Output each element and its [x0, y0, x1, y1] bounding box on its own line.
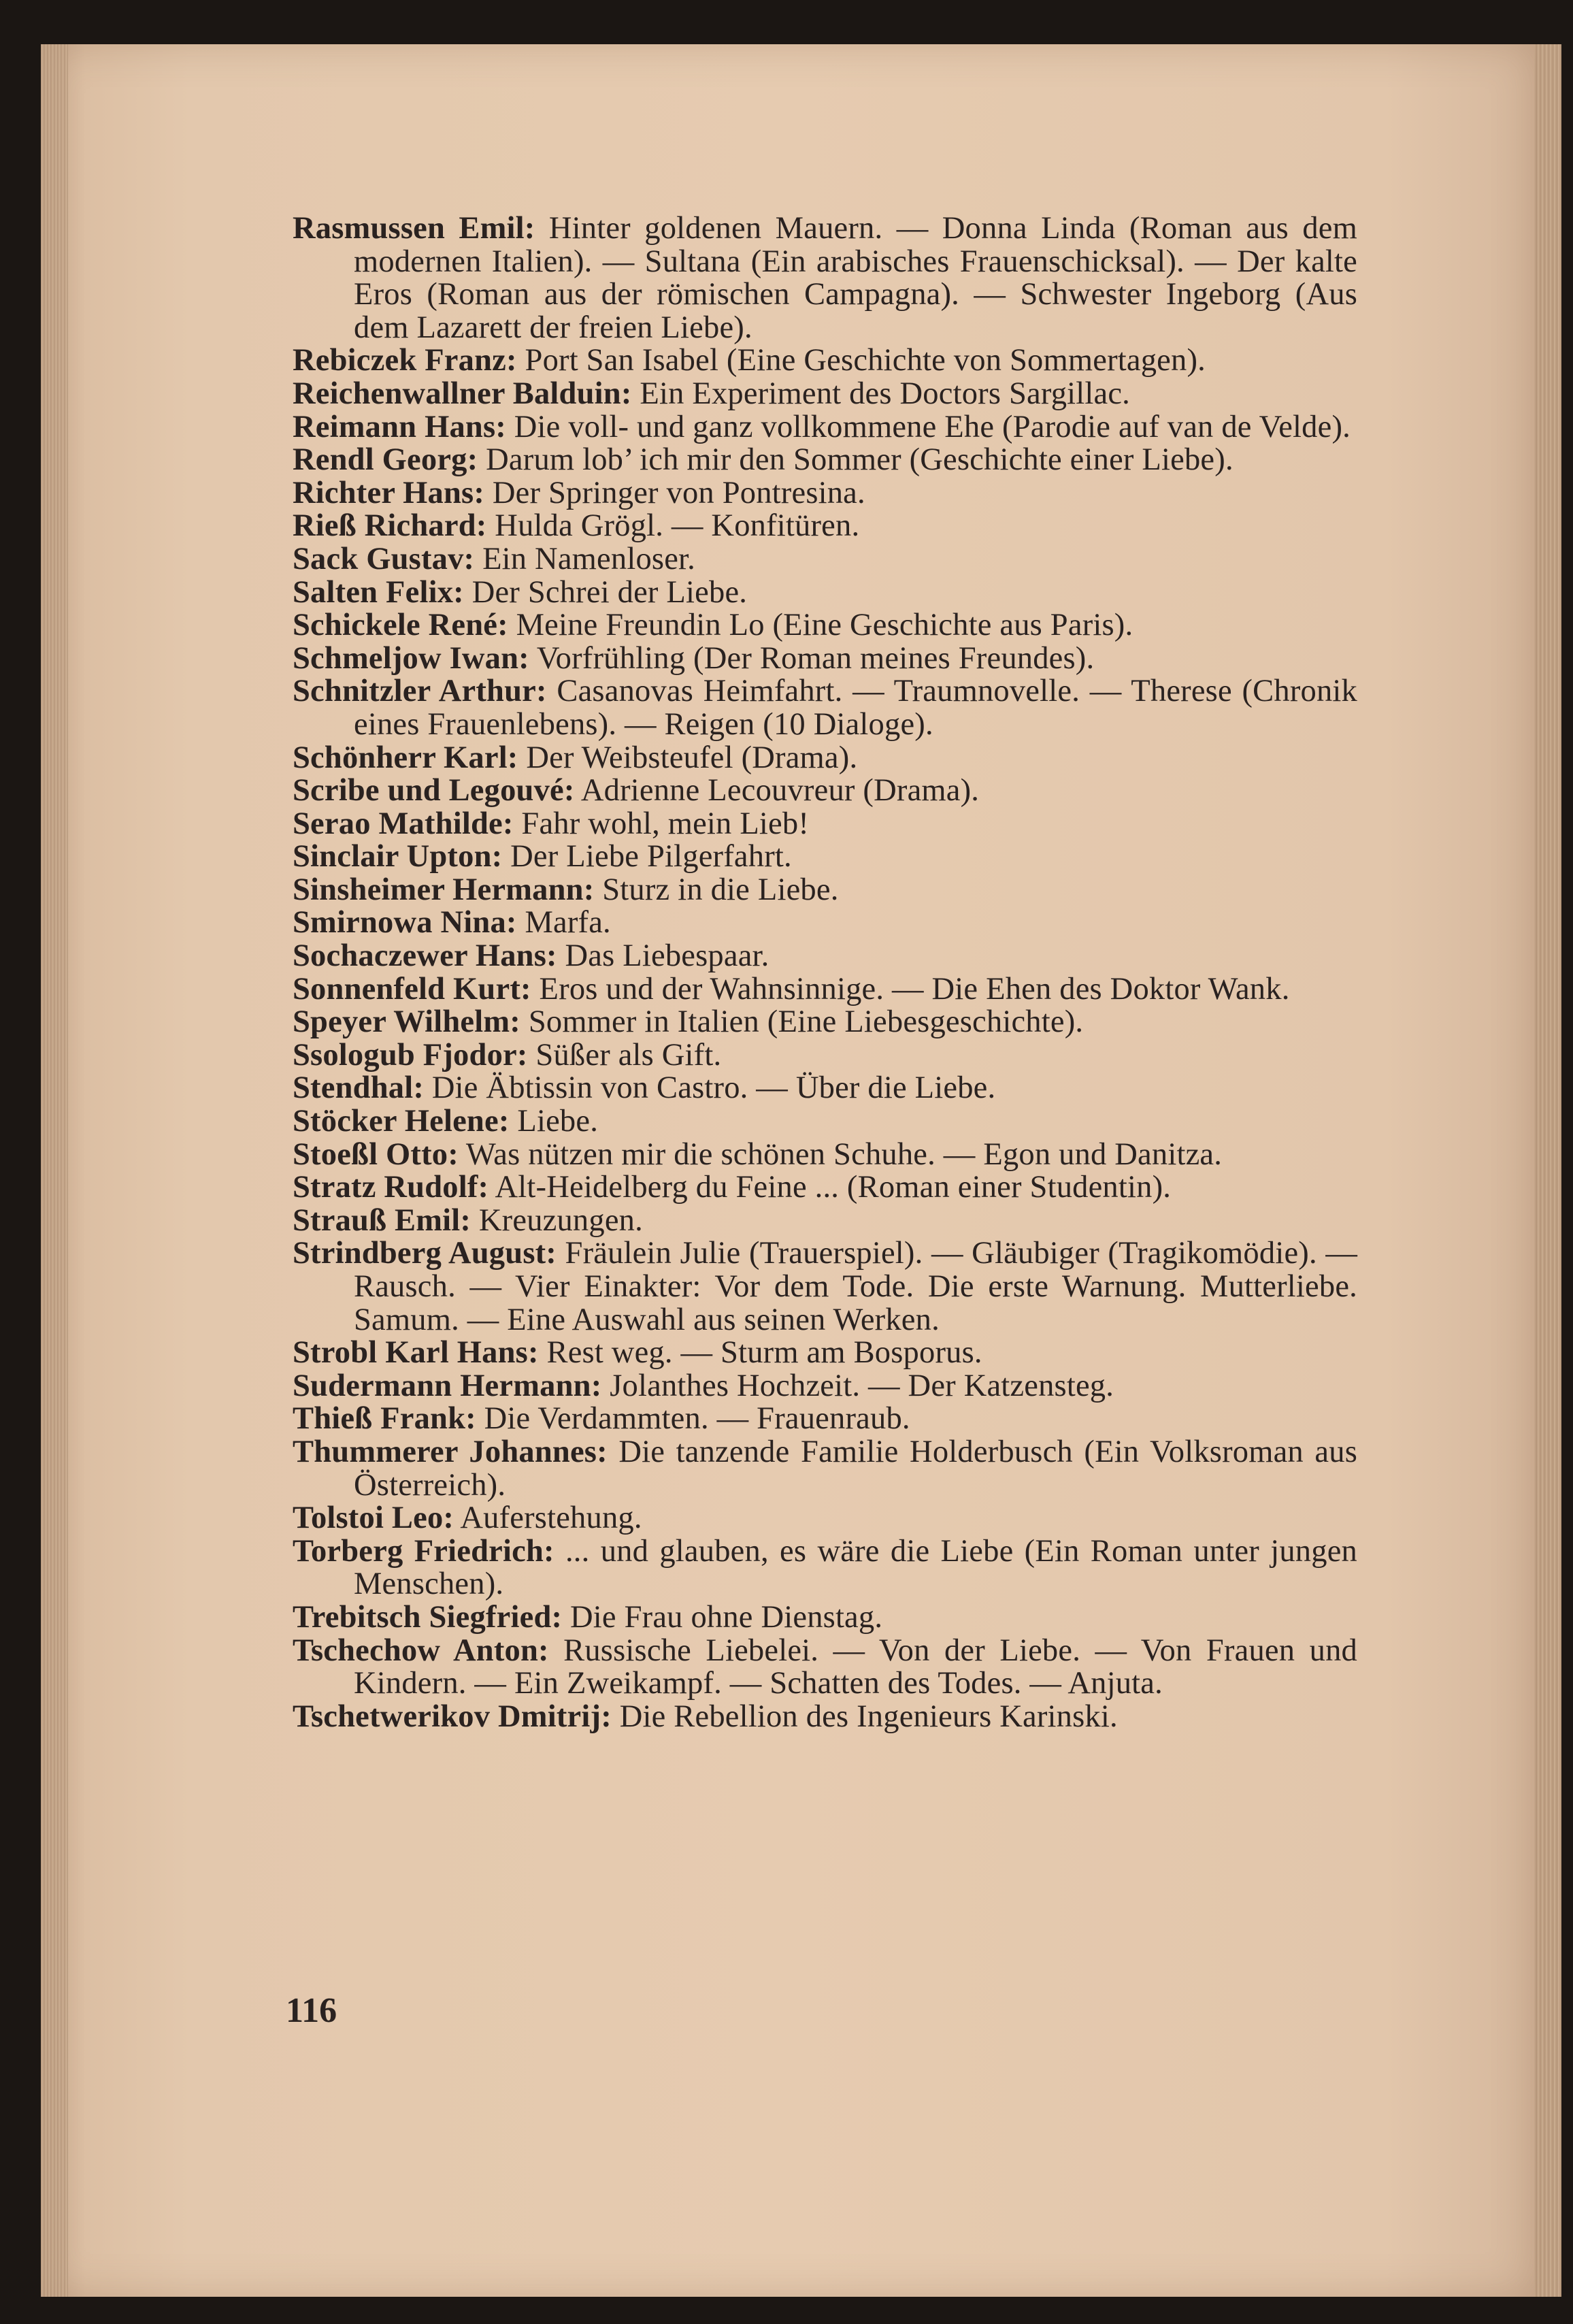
list-item	[293, 1601, 1357, 1635]
author-name: Reimann Hans:	[293, 409, 506, 444]
author-name: Stoeßl Otto:	[293, 1136, 459, 1172]
author-name: Stratz Rudolf:	[293, 1170, 489, 1205]
works-text: Was nützen mir die schönen Schuhe. — Egon und Danitza.	[465, 1136, 1223, 1172]
list-item	[293, 344, 1357, 378]
works-text: Die tanzende Familie Holderbusch (Ein Volksroman aus Österreich).	[354, 1434, 1358, 1503]
author-name: Torberg Friedrich:	[293, 1533, 554, 1569]
author-name: Tschetwerikov Dmitrij:	[293, 1699, 612, 1734]
list-item	[293, 1701, 1357, 1734]
list-item	[293, 212, 1357, 344]
author-name: Rieß Richard:	[293, 508, 487, 544]
author-name: Sinclair Upton:	[293, 839, 503, 874]
list-item	[293, 477, 1357, 510]
author-name: Rendl Georg:	[293, 442, 478, 478]
list-item	[293, 1502, 1357, 1535]
works-text: Darum lob’ ich mir den Sommer (Geschichte einer Liebe).	[486, 442, 1233, 478]
works-text: Der Springer von Pontresina.	[492, 475, 865, 510]
list-item	[293, 1039, 1357, 1073]
list-item	[293, 378, 1357, 411]
works-text: Eros und der Wahnsinnige. — Die Ehen des Doktor Wank.	[539, 971, 1290, 1006]
author-name: Stendhal:	[293, 1070, 425, 1106]
list-item	[293, 1436, 1357, 1502]
works-text: Die Frau ohne Dienstag.	[570, 1599, 883, 1635]
author-name: Scribe und Legouvé:	[293, 773, 575, 808]
works-text: Auferstehung.	[460, 1501, 642, 1536]
works-text: Alt-Heidelberg du Feine ... (Roman einer Studentin).	[495, 1170, 1172, 1205]
author-name: Strindberg August:	[293, 1236, 557, 1271]
works-text: Sturz in die Liebe.	[602, 872, 839, 907]
list-item	[293, 1403, 1357, 1436]
author-name: Tschechow Anton:	[293, 1633, 549, 1668]
works-text: Süßer als Gift.	[535, 1037, 722, 1073]
list-item	[293, 1370, 1357, 1403]
page-edge-left	[41, 44, 68, 2297]
list-item	[293, 808, 1357, 841]
works-text: Ein Namenloser.	[482, 541, 695, 576]
list-item	[293, 774, 1357, 808]
works-text: Die Rebellion des Ingenieurs Karinski.	[619, 1699, 1118, 1734]
author-name: Thieß Frank:	[293, 1401, 476, 1437]
works-text: Port San Isabel (Eine Geschichte von Sommertagen).	[525, 343, 1206, 378]
works-text: Die Äbtissin von Castro. — Über die Liebe.	[431, 1070, 996, 1106]
works-text: Liebe.	[517, 1104, 599, 1139]
author-name: Schnitzler Arthur:	[293, 674, 547, 709]
list-item	[293, 1202, 1357, 1238]
author-name: Reichenwallner Balduin:	[293, 376, 632, 411]
works-text: Marfa.	[525, 905, 611, 940]
list-item	[293, 1136, 1357, 1172]
list-item	[293, 444, 1357, 477]
list-item	[293, 1006, 1357, 1039]
author-name: Rebiczek Franz:	[293, 343, 517, 378]
author-name: Trebitsch Siegfried:	[293, 1599, 563, 1635]
list-item	[293, 840, 1357, 874]
author-name: Sudermann Hermann:	[293, 1368, 602, 1403]
author-name: Schmeljow Iwan:	[293, 640, 529, 676]
works-text: Rest weg. — Sturm am Bosporus.	[546, 1335, 982, 1371]
author-name: Stöcker Helene:	[293, 1104, 510, 1139]
author-name: Strobl Karl Hans:	[293, 1335, 539, 1371]
list-item	[293, 1072, 1357, 1105]
works-text: Jolanthes Hochzeit. — Der Katzensteg.	[610, 1368, 1114, 1403]
author-name: Thummerer Johannes:	[293, 1434, 608, 1469]
list-item	[293, 1535, 1357, 1601]
author-name: Tolstoi Leo:	[293, 1501, 454, 1536]
page-edge-right	[1534, 44, 1561, 2297]
list-item	[293, 1237, 1357, 1337]
author-name: Serao Mathilde:	[293, 806, 514, 841]
author-name: Sonnenfeld Kurt:	[293, 971, 531, 1006]
works-text: Fahr wohl, mein Lieb!	[521, 806, 810, 841]
list-item	[293, 906, 1357, 940]
author-index-list	[293, 212, 1357, 1733]
works-text: Die voll- und ganz vollkommene Ehe (Parodie auf van de Velde).	[514, 409, 1351, 444]
list-item	[293, 1635, 1357, 1701]
author-name: Sack Gustav:	[293, 541, 475, 576]
list-item	[293, 940, 1357, 973]
works-text: Der Schrei der Liebe.	[471, 574, 748, 610]
list-item	[293, 609, 1357, 642]
author-name: Schönherr Karl:	[293, 740, 518, 775]
works-text: Ein Experiment des Doctors Sargillac.	[640, 376, 1131, 411]
works-text: Vorfrühling (Der Roman meines Freundes).	[536, 640, 1095, 676]
author-name: Richter Hans:	[293, 475, 485, 510]
list-item	[293, 742, 1357, 775]
works-text: ... und glauben, es wäre die Liebe (Ein Roman unter jungen Menschen).	[354, 1533, 1357, 1602]
works-text: Meine Freundin Lo (Eine Geschichte aus Paris).	[516, 608, 1133, 643]
author-name: Rasmussen Emil:	[293, 211, 535, 246]
works-text: Adrienne Lecouvreur (Drama).	[580, 773, 980, 808]
author-name: Speyer Wilhelm:	[293, 1004, 520, 1040]
list-item	[293, 874, 1357, 907]
list-item	[293, 543, 1357, 576]
author-name: Smirnowa Nina:	[293, 905, 517, 940]
author-name: Salten Felix:	[293, 574, 464, 610]
list-item	[293, 973, 1357, 1006]
works-text: Casanovas Heimfahrt. — Traumnovelle. — Therese (Chronik eines Frauenlebens). — Reigen (10 Dialoge).	[354, 674, 1357, 742]
works-text: Hulda Grögl. — Konfitüren.	[495, 508, 860, 544]
list-item	[293, 675, 1357, 741]
works-text: Russische Liebelei. — Von der Liebe. — Von Frauen und Kindern. — Ein Zweikampf. — Schatten des Todes. — Anjuta.	[354, 1633, 1357, 1701]
list-item	[293, 576, 1357, 610]
author-name: Sochaczewer Hans:	[293, 938, 557, 974]
works-text: Sommer in Italien (Eine Liebesgeschichte).	[528, 1004, 1084, 1040]
works-text: Fräulein Julie (Trauerspiel). — Gläubiger (Tragikomödie). — Rausch. — Vier Einakter: Vor dem Tode. Die erste Warnung. Mutterliebe. Samum. — Eine Auswahl aus seinen Werken.	[354, 1236, 1358, 1337]
list-item	[293, 1337, 1357, 1370]
works-text: Der Liebe Pilgerfahrt.	[510, 839, 792, 874]
works-text: Der Weibsteufel (Drama).	[526, 740, 858, 775]
list-item	[293, 642, 1357, 676]
works-text: Kreuzungen.	[478, 1202, 643, 1238]
works-text: Das Liebespaar.	[565, 938, 769, 974]
list-item	[293, 1105, 1357, 1139]
author-name: Schickele René:	[293, 608, 508, 643]
author-name: Strauß Emil:	[293, 1202, 471, 1238]
works-text: Hinter goldenen Mauern. — Donna Linda (Roman aus dem modernen Italien). — Sultana (Ein arabisches Frauenschicksal). — Der kalte Eros (Roman aus der römischen Campagna). — Schwester Ingeborg (Aus dem Lazarett der freien Liebe).	[354, 211, 1357, 345]
author-name: Sinsheimer Hermann:	[293, 872, 595, 907]
list-item	[293, 411, 1357, 444]
works-text: Die Verdammten. — Frauenraub.	[484, 1401, 910, 1437]
author-name: Ssologub Fjodor:	[293, 1037, 528, 1073]
list-item	[293, 510, 1357, 543]
list-item	[293, 1171, 1357, 1205]
page-number: 116	[286, 1991, 337, 2030]
